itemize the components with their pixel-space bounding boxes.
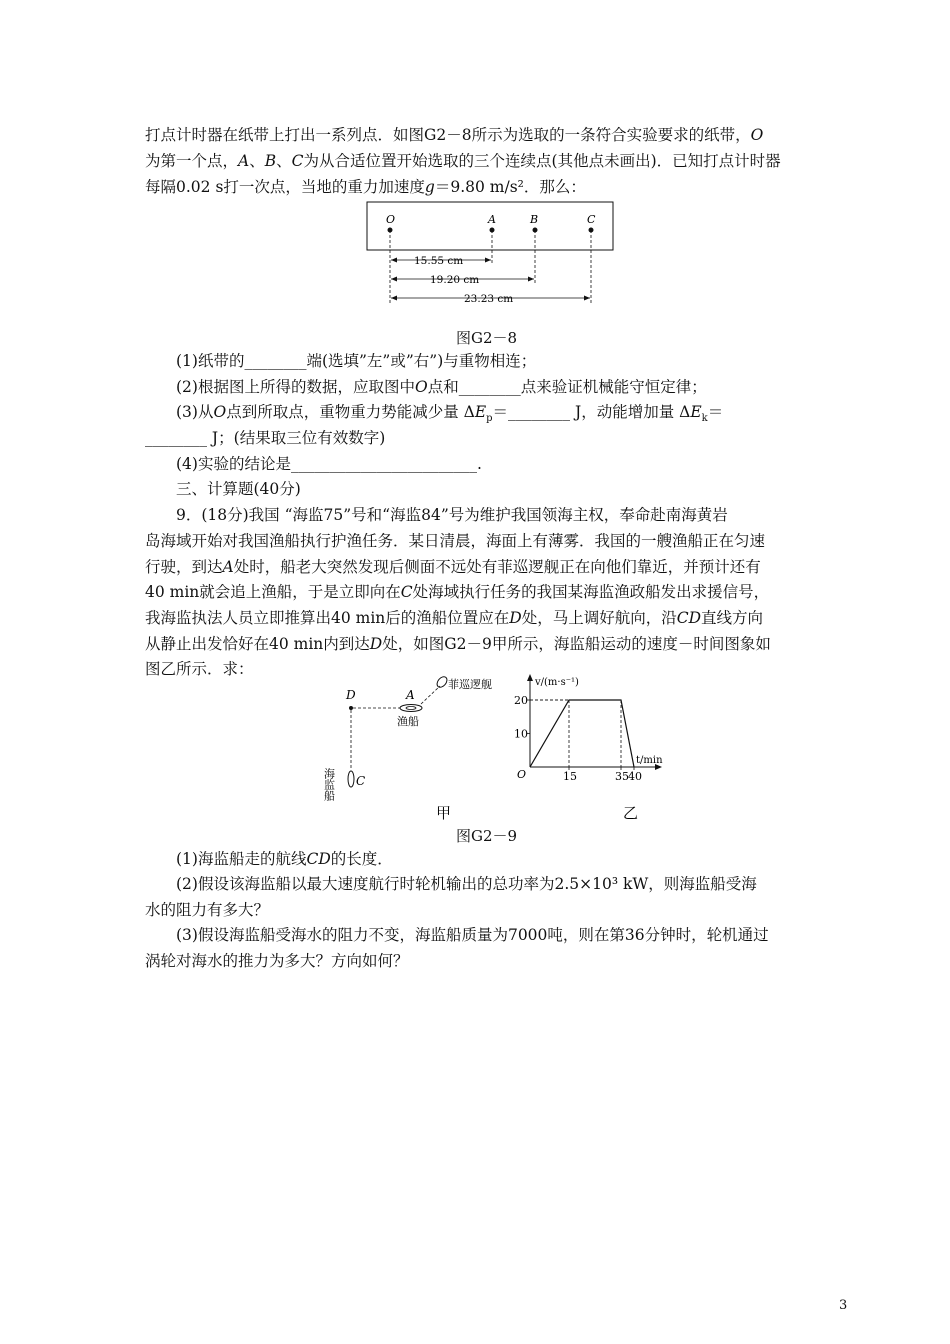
origin-label: O [517, 768, 527, 781]
x-tick-label-35: 35 [615, 770, 629, 783]
q8-part-2: (2)根据图上所得的数据，应取图中O点和________点来验证机械能守恒定律； [176, 378, 707, 396]
q8-part-4: (4)实验的结论是________________________. [176, 455, 482, 473]
figure-g2-8-tape [360, 200, 620, 310]
q9-part-2: (2)假设该海监船以最大速度航行时轮机输出的总功率为2.5×10³ kW，则海监船受海 [176, 875, 757, 893]
label-a: A [488, 213, 496, 226]
q8-part-3: (3)从O点到所取点，重物重力势能减少量 $\Delta E_p=\_\_\_\_\_\_\_\_$ J，动能增加量 $\Delta E_k=$ [176, 403, 724, 425]
intro-line-3: 每隔0.02 s打一次点，当地的重力加速度g＝9.80 m/s²．那么： [145, 178, 586, 196]
q9-line-6: 从静止出发恰好在40 min内到达D处，如图G2－9甲所示，海监船运动的速度－时间图象如 [145, 635, 771, 653]
label-fishing-boat: 渔船 [397, 715, 419, 728]
q8-part-3-cont: ________ J；(结果取三位有效数字) [145, 429, 386, 447]
figure-g2-9-map [318, 672, 498, 822]
patrol-ship-icon [435, 675, 449, 689]
intro-line-2: 为第一个点，A、B、C为从合适位置开始选取的三个连续点(其他点未画出)．已知打点计时器 [145, 152, 781, 170]
x-tick-label-15: 15 [563, 770, 577, 783]
label-yi: 乙 [623, 804, 639, 822]
label-d: D [346, 688, 356, 702]
sea-ship-icon [348, 771, 354, 787]
y-axis-arrow [527, 674, 533, 681]
label-sea-ship: 海监船 [322, 768, 336, 801]
y-tick-label-20: 20 [514, 694, 528, 707]
q9-line-3: 行驶，到达A处时，船老大突然发现后侧面不远处有菲巡逻舰正在向他们靠近，并预计还有 [145, 558, 761, 576]
q9-part-3-cont: 涡轮对海水的推力为多大？方向如何？ [145, 952, 409, 970]
q9-line-4: 40 min就会追上渔船，于是立即向在C处海域执行任务的我国某海监渔政船发出求援信号， [145, 583, 770, 601]
caption-g2-8: 图G2－8 [456, 329, 518, 347]
dist-oc: 23.23 cm [464, 293, 514, 305]
q9-part-1: (1)海监船走的航线CD的长度． [176, 850, 393, 868]
label-a: A [406, 688, 415, 702]
dist-ob: 19.20 cm [430, 274, 480, 286]
fishing-boat-icon [400, 705, 422, 712]
point-d [349, 706, 353, 710]
label-jia: 甲 [436, 804, 452, 822]
q9-line-7: 图乙所示．求： [145, 660, 254, 678]
q9-part-2-cont: 水的阻力有多大？ [145, 901, 270, 919]
q9-part-3: (3)假设海监船受海水的阻力不变，海监船质量为7000吨，则在第36分钟时，轮机通过 [176, 926, 769, 944]
label-o: O [386, 213, 396, 226]
q9-line-2: 岛海域开始对我国渔船执行护渔任务．某日清晨，海面上有薄雾．我国的一艘渔船正在匀速 [145, 532, 766, 550]
path-patrol [421, 686, 440, 704]
label-patrol-ship: 菲巡逻舰 [448, 678, 492, 691]
dist-oa: 15.55 cm [414, 255, 464, 267]
label-c: C [587, 213, 596, 226]
vt-series-line [530, 700, 634, 767]
label-b: B [530, 213, 539, 226]
tape-rect [367, 202, 613, 250]
q9-line-1: 9．(18分)我国 “海监75”号和“海监84”号为维护我国领海主权，奉命赴南海黄岩 [176, 506, 728, 524]
intro-line-1: 打点计时器在纸带上打出一系列点．如图G2－8所示为选取的一条符合实验要求的纸带，O [145, 126, 764, 144]
q9-line-5: 我海监执法人员立即推算出40 min后的渔船位置应在D处，马上调好航向，沿CD直线方向 [145, 609, 764, 627]
x-tick-label-40: 40 [628, 770, 642, 783]
figure-g2-9-vt-chart [508, 672, 678, 822]
y-tick-label-10: 10 [514, 727, 528, 741]
page-number: 3 [839, 1298, 848, 1313]
label-c: C [356, 774, 366, 788]
q8-part-1: (1)纸带的________端(选填”左”或”右”)与重物相连； [176, 352, 537, 370]
section-3-heading: 三、计算题(40分) [176, 480, 301, 498]
x-axis-label: t/min [636, 755, 663, 766]
caption-g2-9: 图G2－9 [456, 827, 518, 845]
y-axis-label: v/(m·s⁻¹) [535, 677, 579, 688]
